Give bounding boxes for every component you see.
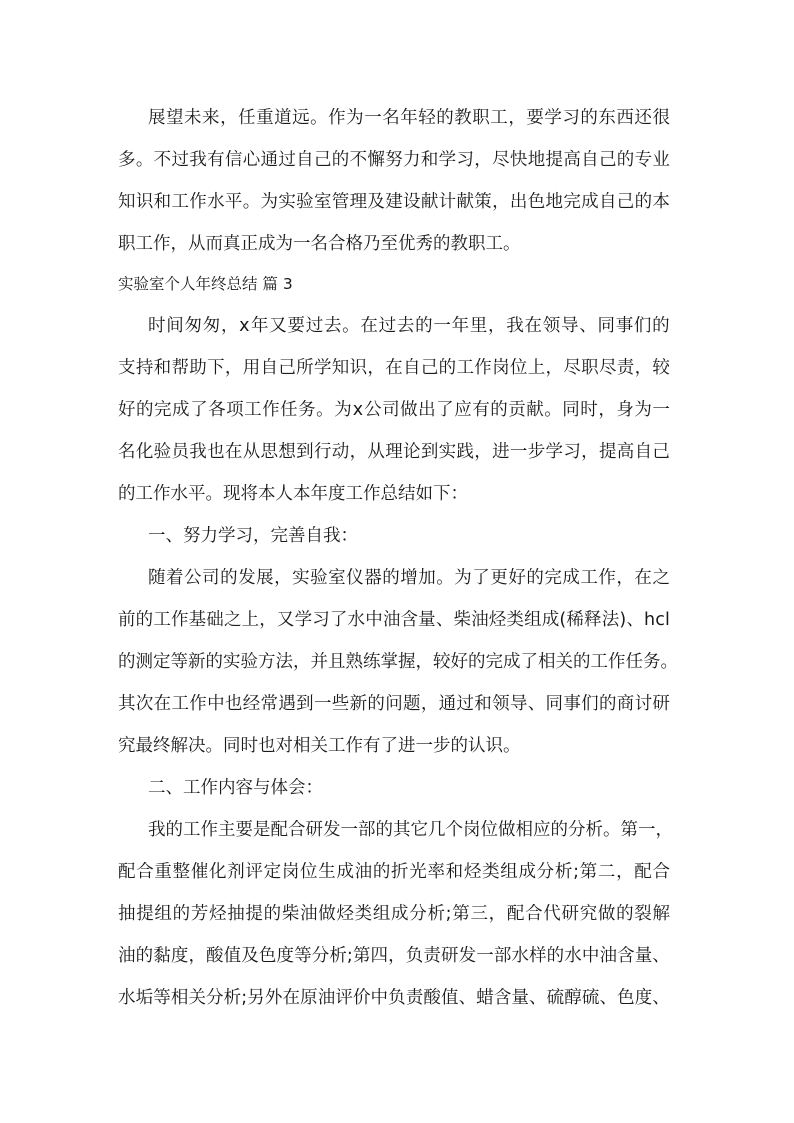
paragraph-1-line-3	[0, 182, 794, 222]
paragraph-2-line-1-text: 时 间 匆 匆 ， x 年 又 要 过 去 。 在 过 去 的 一 年 里 ， 我 在 领 导 、 同 事 们 的	[148, 316, 670, 336]
heading-2-text: 二、工作内容与体会：	[148, 778, 323, 798]
paragraph-4-line-2	[0, 852, 794, 892]
section-title	[0, 264, 794, 304]
paragraph-1-line-3-text: 知 识 和 工 作 水 平 。 为 实 验 室 管 理 及 建 设 献 计 献 策 ， 出 色 地 完 成 自 己 的 本	[118, 192, 670, 212]
section-title-text: 实验室个人年终总结 篇 3	[118, 275, 293, 293]
paragraph-3-line-1-text: 随 着 公 司 的 发 展 ， 实 验 室 仪 器 的 增 加 。 为 了 更 好 的 完 成 工 作 ， 在 之	[148, 568, 670, 588]
paragraph-1-line-2-text: 多 。 不 过 我 有 信 心 通 过 自 己 的 不 懈 努 力 和 学 习 ， 尽 快 地 提 高 自 己 的 专 业	[118, 150, 670, 170]
paragraph-2-line-2	[0, 348, 794, 388]
paragraph-2-line-3-text: 好 的 完 成 了 各 项 工 作 任 务 。 为 x 公 司 做 出 了 应 有 的 贡 献 。 同 时 ， 身 为 一	[118, 400, 670, 420]
paragraph-2-line-5	[0, 474, 794, 514]
paragraph-2-line-2-text: 支 持 和 帮 助 下 ， 用 自 己 所 学 知 识 ， 在 自 己 的 工 作 岗 位 上 ， 尽 职 尽 责 ， 较	[118, 358, 670, 378]
paragraph-4-line-1-text: 我 的 工 作 主 要 是 配 合 研 发 一 部 的 其 它 几 个 岗 位 做 相 应 的 分 析 。 第 一 ，	[148, 820, 673, 840]
paragraph-4-line-5	[0, 978, 794, 1018]
heading-1	[0, 516, 794, 556]
paragraph-4-line-3	[0, 894, 794, 934]
paragraph-2-line-4-text: 名 化 验 员 我 也 在 从 思 想 到 行 动 ， 从 理 论 到 实 践 ， 进 一 步 学 习 ， 提 高 自 己	[118, 442, 670, 462]
paragraph-4-line-1	[0, 810, 794, 850]
paragraph-1-line-4-text: 职工作，从而真正成为一名合格乃至优秀的教职工。	[118, 234, 521, 254]
heading-2	[0, 768, 794, 808]
paragraph-4-line-5-text: 水 垢 等 相 关 分 析 ; 另 外 在 原 油 评 价 中 负 责 酸 值 、 蜡 含 量 、 硫 醇 硫 、 色 度 、	[118, 988, 670, 1008]
paragraph-4-line-2-text: 配 合 重 整 催 化 剂 评 定 岗 位 生 成 油 的 折 光 率 和 烃 类 组 成 分 析 ; 第 二 ， 配 合	[118, 862, 670, 882]
paragraph-1-line-4	[0, 224, 794, 264]
heading-1-text: 一、努力学习，完善自我：	[148, 526, 358, 546]
paragraph-3-line-4-text: 其 次 在 工 作 中 也 经 常 遇 到 一 些 新 的 问 题 ， 通 过 和 领 导 、 同 事 们 的 商 讨 研	[118, 694, 670, 714]
paragraph-3-line-2-text: 前 的 工 作 基 础 之 上 ， 又 学 习 了 水 中 油 含 量 、 柴 油 烃 类 组 成 ( 稀 释 法 ) 、 h c l	[118, 610, 670, 630]
paragraph-4-line-4	[0, 936, 794, 976]
paragraph-3-line-3	[0, 642, 794, 682]
paragraph-4-line-3-text: 抽 提 组 的 芳 烃 抽 提 的 柴 油 做 烃 类 组 成 分 析 ; 第 三 ， 配 合 代 研 究 做 的 裂 解	[118, 904, 670, 924]
paragraph-2-line-1	[0, 306, 794, 346]
paragraph-2-line-4	[0, 432, 794, 472]
paragraph-3-line-5	[0, 726, 794, 766]
paragraph-1-line-2	[0, 140, 794, 180]
paragraph-3-line-3-text: 的 测 定 等 新 的 实 验 方 法 ， 并 且 熟 练 掌 握 ， 较 好 的 完 成 了 相 关 的 工 作 任 务 。	[118, 652, 678, 672]
paragraph-3-line-4	[0, 684, 794, 724]
paragraph-1-line-1-text: 展 望 未 来 ， 任 重 道 远 。 作 为 一 名 年 轻 的 教 职 工 ， 要 学 习 的 东 西 还 很	[148, 108, 670, 128]
paragraph-3-line-5-text: 究最终解决。同时也对相关工作有了进一步的认识。	[118, 736, 521, 756]
paragraph-3-line-1	[0, 558, 794, 598]
paragraph-3-line-2	[0, 600, 794, 640]
paragraph-4-line-4-text: 油 的 黏 度 ， 酸 值 及 色 度 等 分 析 ; 第 四 ， 负 责 研 发 一 部 水 样 的 水 中 油 含 量 、	[118, 946, 670, 966]
paragraph-1-line-1	[0, 98, 794, 138]
paragraph-2-line-5-text: 的工作水平。现将本人本年度工作总结如下：	[118, 484, 468, 504]
paragraph-2-line-3	[0, 390, 794, 430]
